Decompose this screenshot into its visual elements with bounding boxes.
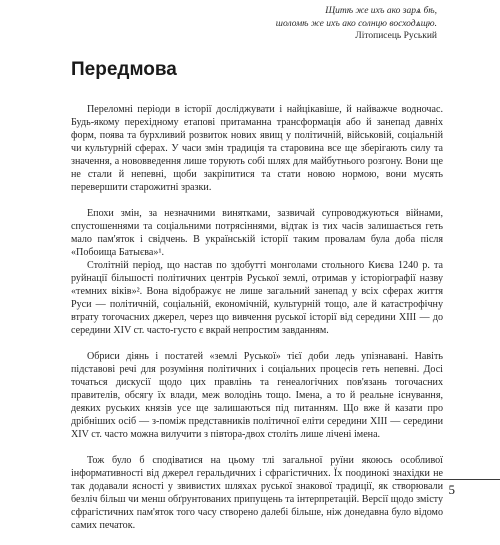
- page-number: 5: [448, 482, 455, 497]
- paragraph-5: Тож було б сподіватися на цьому тлі загальної руїни якоюсь особливої інформативності від джерел геральдичних і сфрагістичних. Їх поодинокі знахідки не так додавали ясності у звивистих шляхах руської знакової традиції, як створювали безліч більш чи менш обґрунтованих припущень та інтерпретацій. Версії щодо змісту сфрагістичних пам'яток того часу створено далебі більше, ніж донедавна було відомо самих печаток.: [71, 455, 443, 531]
- epigraph-line-1: Щитѣ же ихъ ако зарѧ бѣ,: [325, 6, 437, 16]
- epigraph-line-2: шоломѣ же ихъ ако солнцю восходѧщю.: [275, 18, 437, 29]
- paragraph-4: Обриси діянь і постатей «землі Руської» тієї доби ледь упізнавані. Навіть підставові речі для розуміння політичних і соціальних процесів геть непевні. Досі точаться дискусії щодо цих правлінь та генеалогічних пов'язань тогочасних правителів, обсягу їх влади, меж володінь тощо. Імена, а то й реальне існування, деяких руських князів усе ще залишаються під питанням. Що вже й казати про дрібніших осіб — з-поміж представників політичної еліти середини XIII — середини XIV ст. часто можна вилучити з півтора-двох століть лише лічені імена.: [71, 351, 443, 440]
- chapter-heading: Передмова: [71, 59, 177, 80]
- footer-rule: [395, 479, 500, 480]
- paragraph-1: Переломні періоди в історії досліджувати і найцікавіше, й найважче водночас. Будь-якому перехідному етапові притаманна трансформація або й занепад давніх форм, поява та бурхливий розвиток нових явищ у політичній, військовій, соціальній чи культурній сферах. У часи змін традиція та старовина все ще зберігають силу та значення, а нововведення лише торують собі шлях для майбутнього розгону. Вони ще не стали й непевні, щоби закріпитися та стати новою нормою, вони мусять перевершити старожитні зразки.: [71, 104, 443, 193]
- epigraph: [276, 5, 437, 43]
- paragraph-2: Епохи змін, за незначними винятками, зазвичай супроводжуються війнами, спустошеннями та соціальними потрясіннями, відтак із тих часів залишається геть мало пам'яток і свідчень. В українській історії таким провалам була доба після «Побоища Батыєва»¹.: [71, 208, 443, 258]
- body-text: [71, 103, 443, 545]
- paragraph-3: Столітній період, що настав по здобутті монголами стольного Києва 1240 р. та руйнації більшості політичних центрів Руської землі, отримав у історіографії назву «темних віків»². Вона відображує не лише загальний занепад у всіх сферах життя Руси — політичній, соціальній, економічній, культурній тощо, але й катастрофічну втрату тогочасних джерел, через що вивчення руської історії від середини XIII — до середини XIV ст. часто-густо є вкрай непростим завданням.: [71, 260, 443, 336]
- epigraph-source: Літописець Руський: [355, 31, 437, 41]
